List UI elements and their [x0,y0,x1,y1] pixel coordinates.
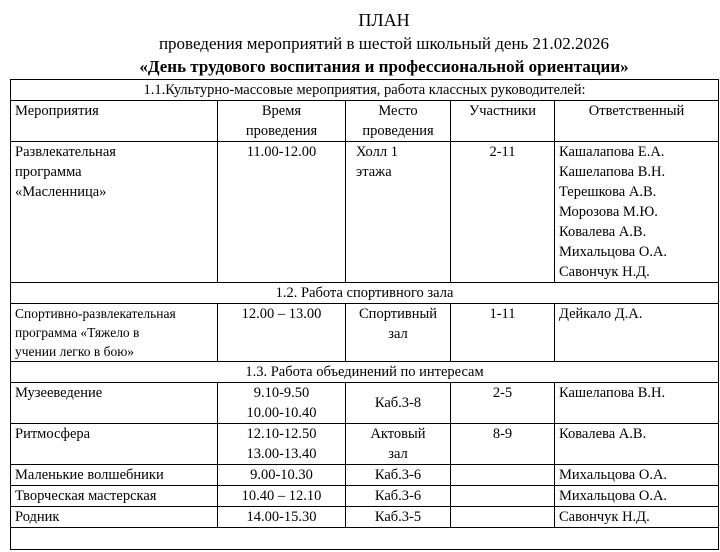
responsible-line: Морозова М.Ю. [559,204,658,220]
col-header-responsible: Ответственный [555,101,719,142]
time-cell: 14.00-15.30 [218,507,346,528]
event-cell: Музееведение [11,383,218,424]
place-cell: Каб.3-6 [346,465,451,486]
table-row [11,465,719,486]
place-cell: Каб.3-8 [346,383,451,424]
plan-title: ПЛАН [358,10,410,30]
participants-cell: 2-5 [451,383,555,424]
place-cell [346,142,451,283]
section-title: 1.2. Работа спортивного зала [11,283,719,304]
participants-cell [451,486,555,507]
col-header-time-line1: Время [261,103,302,119]
col-header-event: Мероприятия [11,101,218,142]
table-row [11,383,719,424]
col-header-time-line2: проведения [245,123,318,139]
responsible-cell [555,142,719,283]
section-title: 1.3. Работа объединений по интересам [11,362,719,383]
responsible-cell: Кашелапова В.Н. [555,383,719,424]
col-header-place-line2: проведения [362,123,434,139]
event-line: Развлекательная [15,144,116,160]
participants-cell [451,507,555,528]
table-row [11,142,719,283]
event-line: Спортивно-развлекательная [15,306,176,321]
time-line: 12.10-12.50 [246,426,317,442]
time-cell: 9.00-10.30 [218,465,346,486]
table-row [11,304,719,362]
participants-cell [451,465,555,486]
responsible-cell: Савончук Н.Д. [555,507,719,528]
section-title: 1.1.Культурно-массовые мероприятия, работа классных руководителей: [11,80,719,101]
plan-subtitle: проведения мероприятий в шестой школьный день 21.02.2026 [158,34,610,53]
col-header-participants: Участники [451,101,555,142]
place-line: Актовый [370,426,426,442]
section-header-clubs [11,362,719,383]
place-line: Холл 1 [356,144,398,160]
participants-cell: 8-9 [451,424,555,465]
place-cell: Каб.3-6 [346,486,451,507]
time-cell: 10.40 – 12.10 [218,486,346,507]
column-header-row [11,101,719,142]
event-line: программа [15,164,82,180]
col-header-place [346,101,451,142]
place-cell: Каб.3-5 [346,507,451,528]
event-cell: Творческая мастерская [11,486,218,507]
table-row [11,424,719,465]
table-row-empty [11,528,719,550]
event-cell [11,142,218,283]
responsible-cell: Дейкало Д.А. [555,304,719,362]
responsible-line: Терешкова А.В. [559,184,657,200]
time-cell [218,383,346,424]
event-line: программа «Тяжело в [15,325,140,340]
time-line: 10.00-10.40 [246,405,317,421]
responsible-cell: Михальцова О.А. [555,486,719,507]
section-header-cultural [11,80,719,101]
event-cell: Маленькие волшебники [11,465,218,486]
plan-theme: «День трудового воспитания и профессиональной ориентации» [139,57,629,76]
time-cell: 12.00 – 13.00 [218,304,346,362]
participants-cell: 2-11 [451,142,555,283]
place-cell [346,424,451,465]
responsible-line: Савончук Н.Д. [559,264,650,280]
event-cell: Ритмосфера [11,424,218,465]
time-line: 9.10-9.50 [253,385,310,401]
responsible-line: Кашелапова В.Н. [559,164,666,180]
schedule-table [10,79,719,550]
responsible-cell: Ковалева А.В. [555,424,719,465]
responsible-cell: Михальцова О.А. [555,465,719,486]
event-cell [11,304,218,362]
empty-cell [11,528,719,550]
place-line: этажа [356,164,392,180]
place-line: зал [388,326,408,342]
responsible-line: Ковалева А.В. [559,224,647,240]
event-cell: Родник [11,507,218,528]
time-cell [218,424,346,465]
time-cell: 11.00-12.00 [218,142,346,283]
place-line: зал [388,446,408,462]
col-header-place-line1: Место [378,103,418,119]
col-header-time [218,101,346,142]
responsible-line: Кашалапова Е.А. [559,144,665,160]
responsible-line: Михальцова О.А. [559,244,668,260]
table-row [11,507,719,528]
place-line: Спортивный [359,306,437,322]
time-line: 13.00-13.40 [246,446,317,462]
place-cell [346,304,451,362]
event-line: «Масленница» [15,184,107,200]
section-header-sport [11,283,719,304]
table-row [11,486,719,507]
event-line: учении легко в бою» [15,344,135,359]
participants-cell: 1-11 [451,304,555,362]
